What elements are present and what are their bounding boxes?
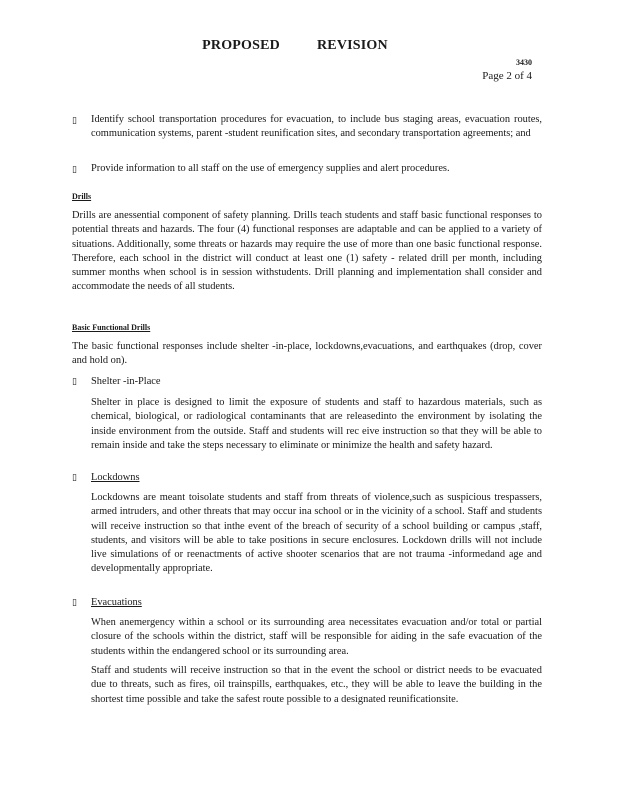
- bullet-icon: ▯: [72, 597, 77, 607]
- list-item: [72, 113, 542, 142]
- evacuations-paragraph-2: Staff and students will receive instruction so that in the event the school or district needs to be evacuated due to threats, such as fires, oil trainspills, earthquakes, etc., they will be able to leave the building in the shortest time possible and take the safest route possible to a designated reunificationsite.: [91, 665, 542, 705]
- policy-number: 3430: [516, 58, 532, 67]
- lockdowns-paragraph: Lockdowns are meant toisolate students and staff from threats of violence,such as suspicious trespassers, armed intruders, and other threats that may occur ina school or in the vicinity of a school. Staff and students will receive instruction so that inthe event of the breach of security of a school building or campus ,staff, students, and visitors will be able to take positions in secure enclosures. Lockdown drills will not include live simulations of or reenactments of active shooter scenarios that are not trauma -informedand age and developmentally appropriate.: [91, 492, 542, 575]
- list-item: [72, 162, 542, 176]
- document-title: PROPOSED REVISION: [202, 38, 388, 53]
- subsection-label: Evacuations: [91, 597, 142, 608]
- subsection-label: Lockdowns: [91, 472, 140, 483]
- bullet-icon: ▯: [72, 115, 77, 125]
- evacuations-paragraph-1: When anemergency within a school or its surrounding area necessitates evacuation and/or total or partial closure of the schools within the district, staff will be responsible for aiding in the safe evacuation of the students within the endangered school or its surrounding area.: [91, 617, 542, 657]
- shelter-paragraph: Shelter in place is designed to limit the exposure of students and staff to hazardous materials, such as chemical, biological, or radiological contaminants that are releasedinto the environment by isolating the inside environment from the outside. Staff and students will rec eive instruction so that they will be able to remain inside and take the steps necessary to eliminate or minimize the health and safety hazard.: [91, 397, 542, 451]
- subsection-label: Shelter -in-Place: [91, 376, 161, 387]
- subsection-heading-evacuations: [72, 597, 142, 608]
- bullet-icon: ▯: [72, 164, 77, 174]
- bullet-icon: ▯: [72, 472, 77, 482]
- bullet-icon: ▯: [72, 376, 77, 386]
- list-item-text: Identify school transportation procedures for evacuation, to include bus staging areas, evacuation routes, communication systems, parent -student reunification sites, and secondary transportation agreements; and: [91, 114, 542, 140]
- page-number: Page 2 of 4: [482, 70, 532, 82]
- section-heading-basic-functional-drills: Basic Functional Drills: [72, 323, 151, 332]
- basic-functional-intro: The basic functional responses include shelter -in-place, lockdowns,evacuations, and earthquakes (drop, cover and hold on).: [72, 341, 542, 367]
- subsection-heading-lockdowns: [72, 472, 139, 483]
- drills-paragraph: Drills are anessential component of safety planning. Drills teach students and staff basic functional responses to potential threats and hazards. The four (4) functional responses are adaptable and can be applied to a variety of situations. Additionally, some threats or hazards may require the use of more than one basic functional response. Therefore, each school in the district will conduct at least one (1) safety - related drill per month, including summer months when school is in session withstudents. Drill planning and implementation shall consider and accommodate the needs of all students.: [72, 210, 542, 293]
- section-heading-drills: Drills: [72, 192, 92, 201]
- list-item-text: Provide information to all staff on the use of emergency supplies and alert procedures.: [91, 163, 450, 174]
- subsection-heading-shelter: [72, 376, 161, 387]
